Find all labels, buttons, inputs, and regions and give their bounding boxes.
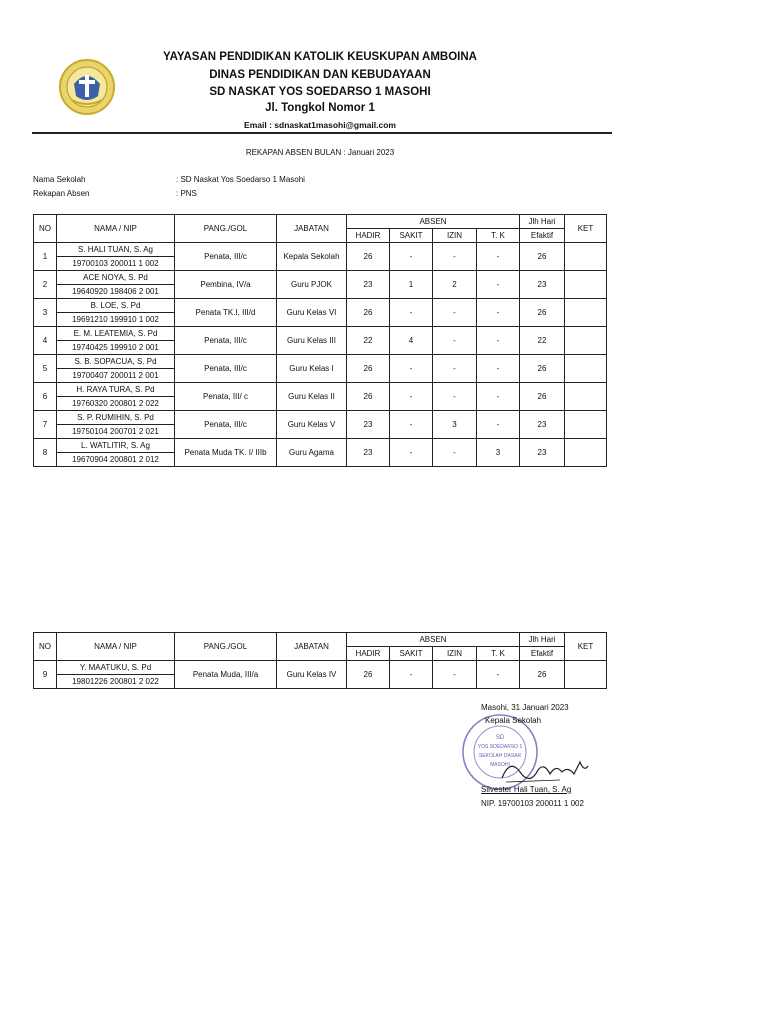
cell-jabatan: Guru Kelas I bbox=[277, 355, 347, 383]
header-nama: NAMA / NIP bbox=[57, 215, 175, 243]
cell-sakit: - bbox=[390, 439, 433, 467]
cell-hadir: 26 bbox=[347, 243, 390, 271]
cell-hadir: 22 bbox=[347, 327, 390, 355]
header-nama: NAMA / NIP bbox=[57, 633, 175, 661]
header-pang: PANG./GOL bbox=[175, 633, 277, 661]
cell-pang: Penata, III/c bbox=[175, 327, 277, 355]
table-row bbox=[34, 411, 607, 425]
signature-role: Kepala Sekolah bbox=[485, 716, 542, 725]
cell-no: 6 bbox=[34, 383, 57, 411]
cell-nama: E. M. LEATEMIA, S. Pd bbox=[57, 327, 175, 341]
cell-ket bbox=[565, 661, 607, 689]
cell-no: 3 bbox=[34, 299, 57, 327]
cell-sakit: - bbox=[390, 243, 433, 271]
cell-no: 4 bbox=[34, 327, 57, 355]
cell-ket bbox=[565, 355, 607, 383]
header-pang: PANG./GOL bbox=[175, 215, 277, 243]
cell-sakit: - bbox=[390, 355, 433, 383]
cell-nama: S. HALI TUAN, S. Ag bbox=[57, 243, 175, 257]
cell-nama: S. B. SOPACUA, S. Pd bbox=[57, 355, 175, 369]
cell-nama: B. LOE, S. Pd bbox=[57, 299, 175, 313]
cell-hadir: 26 bbox=[347, 299, 390, 327]
header-jlh-1: Jlh Hari bbox=[520, 215, 565, 229]
header-hadir: HADIR bbox=[347, 647, 390, 661]
cell-no: 9 bbox=[34, 661, 57, 689]
cell-tk: - bbox=[477, 243, 520, 271]
header-tk: T. K bbox=[477, 229, 520, 243]
cell-jlh: 26 bbox=[520, 355, 565, 383]
cell-pang: Penata, III/c bbox=[175, 243, 277, 271]
header-jlh-2: Efaktif bbox=[520, 647, 565, 661]
cell-izin: 3 bbox=[433, 411, 477, 439]
cell-izin: 2 bbox=[433, 271, 477, 299]
cell-nip: 19640920 198406 2 001 bbox=[57, 285, 175, 299]
cell-jabatan: Guru Kelas IV bbox=[277, 661, 347, 689]
cell-tk: - bbox=[477, 411, 520, 439]
cell-izin: - bbox=[433, 327, 477, 355]
cell-nip: 19750104 200701 2 021 bbox=[57, 425, 175, 439]
table-row bbox=[34, 243, 607, 257]
cell-nama: S. P. RUMIHIN, S. Pd bbox=[57, 411, 175, 425]
attendance-table-body bbox=[34, 243, 607, 467]
attendance-table-body bbox=[34, 661, 607, 689]
cell-ket bbox=[565, 383, 607, 411]
cell-jabatan: Guru Kelas V bbox=[277, 411, 347, 439]
cell-nip: 19801226 200801 2 022 bbox=[57, 675, 175, 689]
table-row bbox=[34, 327, 607, 341]
cell-hadir: 26 bbox=[347, 661, 390, 689]
stamp-line-2: YOS SOEDARSO 1 bbox=[477, 744, 523, 750]
meta-label-school: Nama Sekolah bbox=[33, 175, 86, 184]
cell-nip: 19760320 200801 2 022 bbox=[57, 397, 175, 411]
cell-hadir: 26 bbox=[347, 383, 390, 411]
cell-jlh: 23 bbox=[520, 439, 565, 467]
stamp-line-4: MASOHI bbox=[490, 762, 510, 768]
cell-hadir: 26 bbox=[347, 355, 390, 383]
cell-tk: - bbox=[477, 383, 520, 411]
cell-sakit: - bbox=[390, 411, 433, 439]
cell-pang: Penata, III/c bbox=[175, 355, 277, 383]
cell-tk: - bbox=[477, 299, 520, 327]
meta-label-recap: Rekapan Absen bbox=[33, 189, 90, 198]
header-divider bbox=[32, 132, 612, 134]
cell-jlh: 26 bbox=[520, 661, 565, 689]
cell-ket bbox=[565, 299, 607, 327]
table-row bbox=[34, 299, 607, 313]
cell-izin: - bbox=[433, 355, 477, 383]
cell-sakit: 4 bbox=[390, 327, 433, 355]
cell-sakit: - bbox=[390, 299, 433, 327]
cell-jlh: 22 bbox=[520, 327, 565, 355]
cell-no: 7 bbox=[34, 411, 57, 439]
cell-nip: 19691210 199910 1 002 bbox=[57, 313, 175, 327]
cell-ket bbox=[565, 327, 607, 355]
cell-izin: - bbox=[433, 383, 477, 411]
cell-nip: 19700103 200011 1 002 bbox=[57, 257, 175, 271]
cell-jlh: 26 bbox=[520, 299, 565, 327]
cell-no: 1 bbox=[34, 243, 57, 271]
header-ket: KET bbox=[565, 633, 607, 661]
cell-tk: - bbox=[477, 355, 520, 383]
stamp-line-1: SD bbox=[495, 735, 505, 741]
header-izin: IZIN bbox=[433, 647, 477, 661]
cell-izin: - bbox=[433, 243, 477, 271]
header-izin: IZIN bbox=[433, 229, 477, 243]
cell-ket bbox=[565, 243, 607, 271]
cell-ket bbox=[565, 411, 607, 439]
table-row bbox=[34, 355, 607, 369]
cell-hadir: 23 bbox=[347, 271, 390, 299]
meta-value-recap: : PNS bbox=[176, 189, 197, 198]
cell-jabatan: Guru Kelas II bbox=[277, 383, 347, 411]
header-no: NO bbox=[34, 633, 57, 661]
school-email: Email : sdnaskat1masohi@gmail.com bbox=[244, 120, 396, 130]
header-jabatan: JABATAN bbox=[277, 215, 347, 243]
cell-jabatan: Kepala Sekolah bbox=[277, 243, 347, 271]
cell-jabatan: Guru Kelas III bbox=[277, 327, 347, 355]
cell-jlh: 26 bbox=[520, 383, 565, 411]
cell-tk: - bbox=[477, 661, 520, 689]
cell-ket bbox=[565, 271, 607, 299]
header-tk: T. K bbox=[477, 647, 520, 661]
department-name: DINAS PENDIDIKAN DAN KEBUDAYAAN bbox=[209, 69, 431, 81]
table-row bbox=[34, 271, 607, 285]
cell-no: 2 bbox=[34, 271, 57, 299]
table-row bbox=[34, 439, 607, 453]
header-ket: KET bbox=[565, 215, 607, 243]
cell-nama: Y. MAATUKU, S. Pd bbox=[57, 661, 175, 675]
school-name: SD NASKAT YOS SOEDARSO 1 MASOHI bbox=[209, 86, 431, 98]
cell-no: 8 bbox=[34, 439, 57, 467]
header-absen: ABSEN bbox=[347, 633, 520, 647]
cell-nip: 19740425 199910 2 001 bbox=[57, 341, 175, 355]
header-sakit: SAKIT bbox=[390, 229, 433, 243]
header-hadir: HADIR bbox=[347, 229, 390, 243]
cell-nama: ACE NOYA, S. Pd bbox=[57, 271, 175, 285]
header-jlh-1: Jlh Hari bbox=[520, 633, 565, 647]
attendance-table bbox=[33, 214, 607, 467]
meta-value-school: : SD Naskat Yos Soedarso 1 Masohi bbox=[176, 175, 305, 184]
cell-pang: Penata TK.I, III/d bbox=[175, 299, 277, 327]
cell-hadir: 23 bbox=[347, 439, 390, 467]
cell-tk: - bbox=[477, 271, 520, 299]
signature-name: Silvester Hali Tuan, S. Ag bbox=[481, 785, 572, 794]
signature-date: Masohi, 31 Januari 2023 bbox=[481, 703, 569, 712]
cell-nama: H. RAYA TURA, S. Pd bbox=[57, 383, 175, 397]
foundation-name: YAYASAN PENDIDIKAN KATOLIK KEUSKUPAN AMBOINA bbox=[163, 51, 477, 63]
cell-sakit: 1 bbox=[390, 271, 433, 299]
cell-hadir: 23 bbox=[347, 411, 390, 439]
cell-pang: Penata, III/c bbox=[175, 411, 277, 439]
header-jlh-2: Efaktif bbox=[520, 229, 565, 243]
cell-izin: - bbox=[433, 661, 477, 689]
cell-jabatan: Guru Kelas VI bbox=[277, 299, 347, 327]
cell-pang: Penata Muda TK. I/ IIIb bbox=[175, 439, 277, 467]
cell-jabatan: Guru PJOK bbox=[277, 271, 347, 299]
report-title: REKAPAN ABSEN BULAN : Januari 2023 bbox=[245, 148, 395, 157]
cell-pang: Penata Muda, III/a bbox=[175, 661, 277, 689]
cell-pang: Penata, III/ c bbox=[175, 383, 277, 411]
table-row bbox=[34, 661, 607, 675]
cell-tk: 3 bbox=[477, 439, 520, 467]
cell-jlh: 23 bbox=[520, 411, 565, 439]
cell-izin: - bbox=[433, 439, 477, 467]
header-sakit: SAKIT bbox=[390, 647, 433, 661]
cell-sakit: - bbox=[390, 383, 433, 411]
handwritten-signature bbox=[500, 752, 590, 786]
cell-ket bbox=[565, 439, 607, 467]
table-row bbox=[34, 383, 607, 397]
cell-nip: 19700407 200011 2 001 bbox=[57, 369, 175, 383]
cell-jabatan: Guru Agama bbox=[277, 439, 347, 467]
stamp-line-3: SEKOLAH DASAR bbox=[478, 753, 522, 759]
cell-no: 5 bbox=[34, 355, 57, 383]
cell-tk: - bbox=[477, 327, 520, 355]
header-jabatan: JABATAN bbox=[277, 633, 347, 661]
cell-pang: Pembina, IV/a bbox=[175, 271, 277, 299]
cell-nip: 19670904 200801 2 012 bbox=[57, 453, 175, 467]
header-absen: ABSEN bbox=[347, 215, 520, 229]
cell-nama: L. WATLITIR, S. Ag bbox=[57, 439, 175, 453]
cell-jlh: 26 bbox=[520, 243, 565, 271]
cell-sakit: - bbox=[390, 661, 433, 689]
school-address: Jl. Tongkol Nomor 1 bbox=[265, 102, 375, 114]
signature-nip: NIP. 19700103 200011 1 002 bbox=[481, 799, 584, 808]
attendance-table-continued bbox=[33, 632, 607, 689]
cell-izin: - bbox=[433, 299, 477, 327]
cell-jlh: 23 bbox=[520, 271, 565, 299]
header-no: NO bbox=[34, 215, 57, 243]
